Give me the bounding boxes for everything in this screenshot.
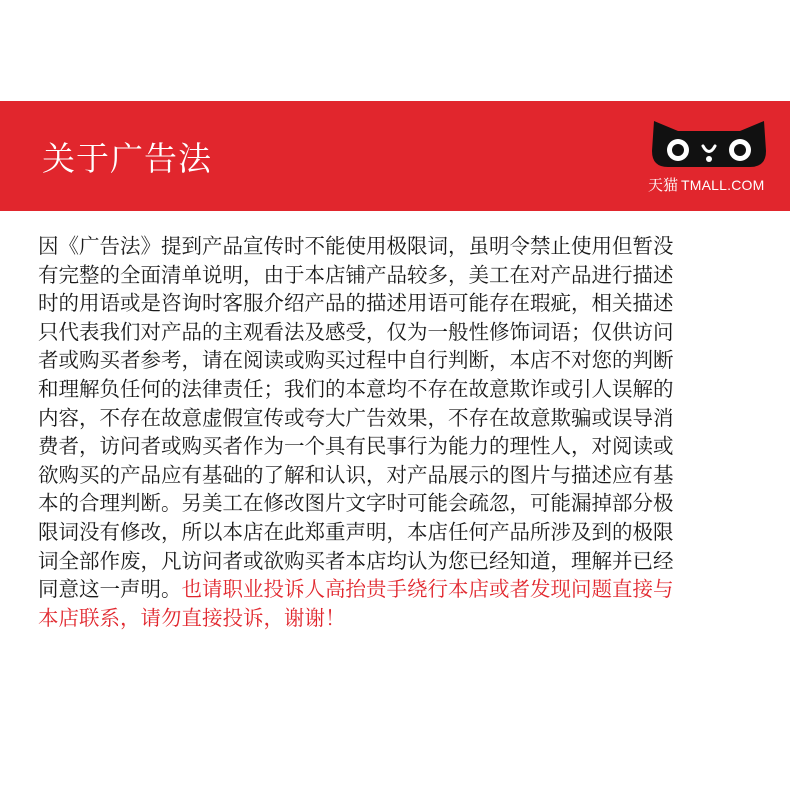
disclaimer-line-normal-part: 同意这一声明。: [38, 577, 182, 602]
disclaimer-line: 费者，访问者或购买者作为一个具有民事行为能力的理性人，对阅读或: [38, 434, 674, 459]
complaint-notice-red-end: 本店联系，请勿直接投诉，谢谢！: [38, 605, 346, 630]
tmall-logo-en: TMALL.COM: [681, 177, 765, 193]
header-banner: [0, 101, 790, 211]
page-title: 关于广告法: [42, 139, 212, 178]
disclaimer-line: 词全部作废，凡访问者或欲购买者本店均认为您已经知道，理解并已经: [38, 548, 674, 573]
disclaimer-line: 本的合理判断。另美工在修改图片文字时可能会疏忽，可能漏掉部分极: [38, 491, 674, 516]
tmall-cat-icon: [648, 119, 770, 169]
disclaimer-line: 有完整的全面清单说明，由于本店铺产品较多，美工在对产品进行描述: [38, 262, 674, 287]
disclaimer-line: 和理解负任何的法律责任；我们的本意均不存在故意欺诈或引人误解的: [38, 376, 674, 401]
tmall-logo: [648, 119, 770, 197]
disclaimer-line-mixed: [38, 575, 756, 604]
disclaimer-line: 内容，不存在故意虚假宣传或夸大广告效果，不存在故意欺骗或误导消: [38, 405, 674, 430]
disclaimer-text: [38, 232, 756, 632]
disclaimer-line: 因《广告法》提到产品宣传时不能使用极限词，虽明令禁止使用但暂没: [38, 234, 674, 258]
disclaimer-line: 限词没有修改，所以本店在此郑重声明，本店任何产品所涉及到的极限: [38, 519, 674, 544]
disclaimer-line: 欲购买的产品应有基础的了解和认识，对产品展示的图片与描述应有基: [38, 462, 674, 487]
disclaimer-line: 时的用语或是咨询时客服介绍产品的描述用语可能存在瑕疵，相关描述: [38, 291, 674, 316]
disclaimer-line: 只代表我们对产品的主观看法及感受，仅为一般性修饰词语；仅供访问: [38, 319, 674, 344]
complaint-notice-red: 也请职业投诉人高抬贵手绕行本店或者发现问题直接与: [181, 577, 674, 602]
tmall-logo-text: [648, 175, 770, 195]
disclaimer-line: 者或购买者参考，请在阅读或购买过程中自行判断，本店不对您的判断: [38, 348, 674, 373]
tmall-logo-cn: 天猫: [648, 176, 679, 194]
